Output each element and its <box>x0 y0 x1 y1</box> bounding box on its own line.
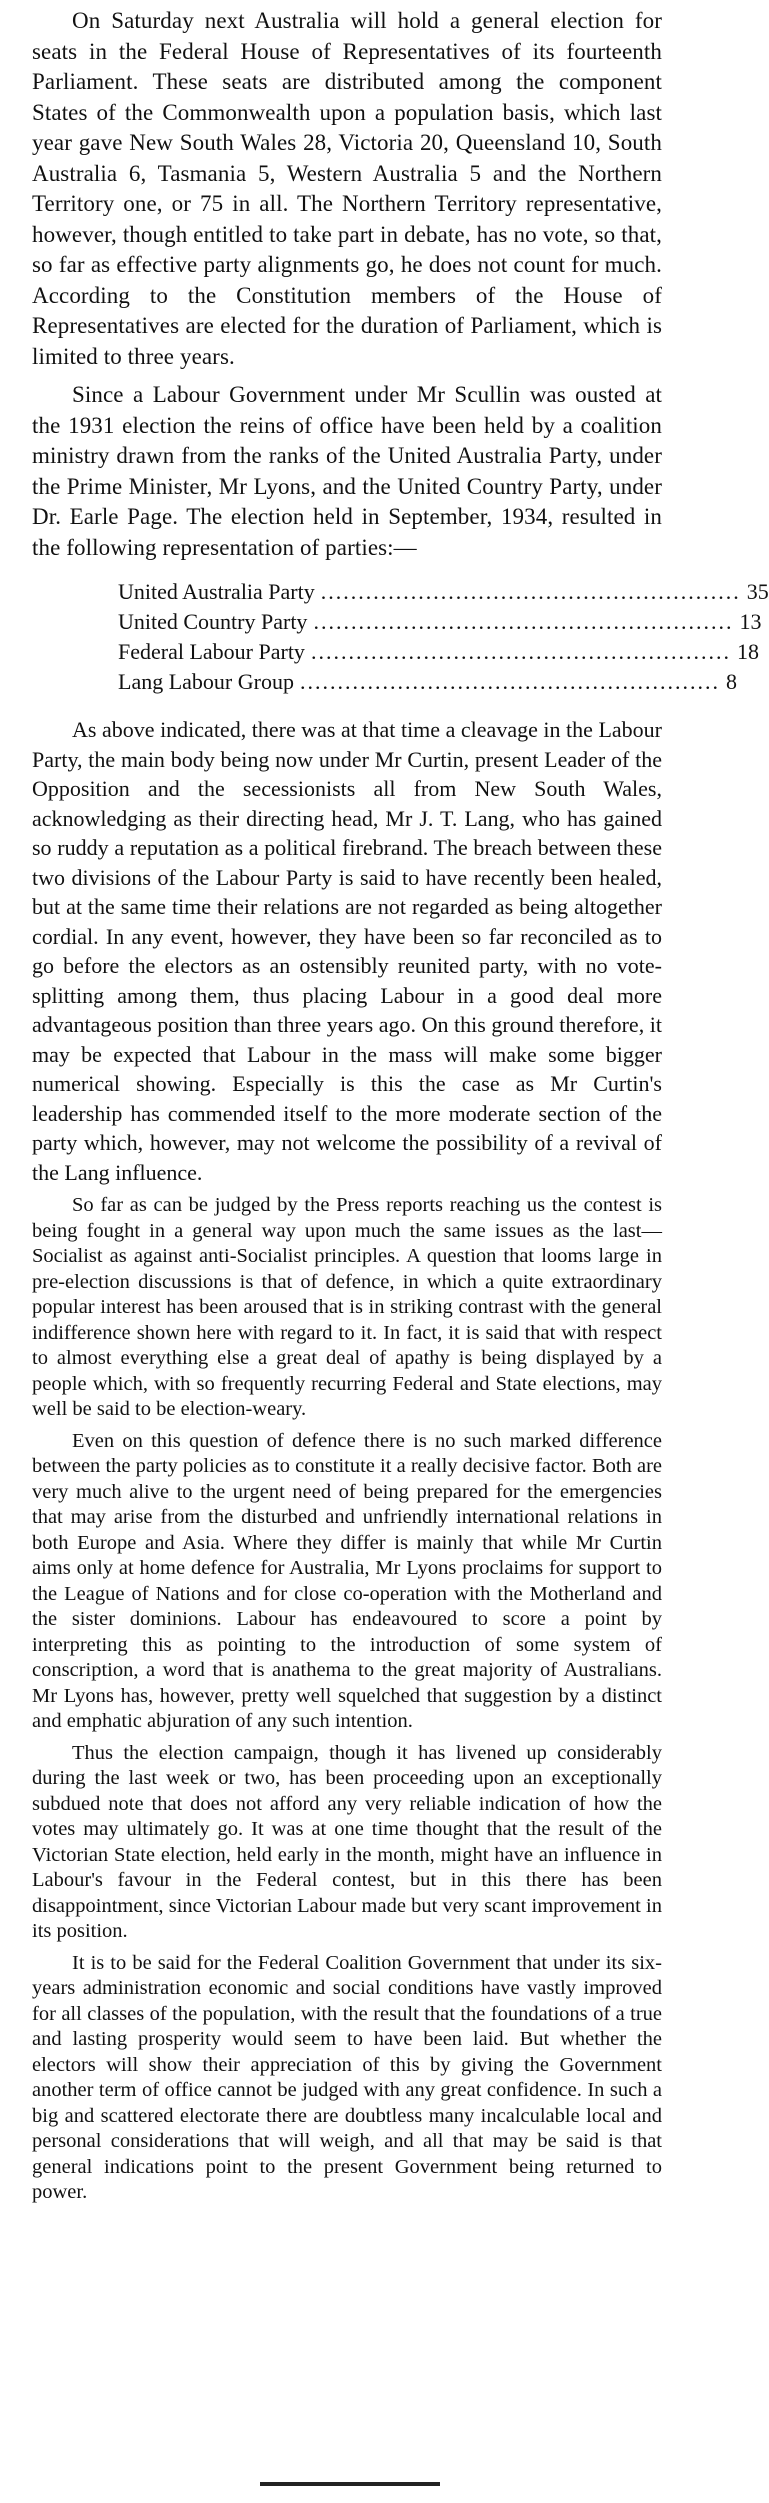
paragraph-6: Thus the election campaign, though it has livened up considerably during the last week or two, has been proceeding upon an exceptionally subdued note that does not afford any very reliable indication of how the votes may ultimately go. It was at one time thought that the result of the Victorian State election, held early in the month, might have an influence in Labour's favour in the Federal contest, but in this there has been disappointment, since Victorian Labour made but very scant improvement in its position. <box>32 1741 662 1942</box>
leader-dots: ........................................................ <box>320 579 741 604</box>
party-row <box>118 637 759 667</box>
leader-dots: ........................................................ <box>313 609 734 634</box>
leader-dots: ........................................................ <box>310 639 731 664</box>
party-seats: 8 <box>725 669 737 694</box>
article-column <box>32 6 769 2212</box>
party-seats: 13 <box>739 609 762 634</box>
party-name: United Australia Party <box>118 579 315 604</box>
paragraph-4: So far as can be judged by the Press reports reaching us the contest is being fought in a general way upon much the same issues as the last—Socialist as against anti-Socialist principles. A question that looms large in pre-election discussions is that of defence, in which a quite extraordinary popular interest has been aroused that is in striking contrast with the general indifference shown here with regard to it. In fact, it is said that with respect to almost everything else a great deal of apathy is being displayed by a people which, with so frequently recurring Federal and State elections, may well be said to be election-weary. <box>32 1194 662 1420</box>
paragraph-2: Since a Labour Government under Mr Scullin was ousted at the 1931 election the reins of office have been held by a coalition ministry drawn from the ranks of the United Australia Party, under the Prime Minister, Mr Lyons, and the United Country Party, under Dr. Earle Page. The election held in September, 1934, resulted in the following representation of parties:— <box>32 382 662 560</box>
party-row <box>118 577 769 607</box>
party-name: Federal Labour Party <box>118 639 305 664</box>
end-rule <box>260 2482 440 2486</box>
paragraph-3: As above indicated, there was at that time a cleavage in the Labour Party, the main body being now under Mr Curtin, present Leader of the Opposition and the secessionists all from New South Wales, acknowledging as their directing head, Mr J. T. Lang, who has gained so ruddy a reputation as a political firebrand. The breach between these two divisions of the Labour Party is said to have recently been healed, but at the same time their relations are not regarded as being altogether cordial. In any event, however, they have been so far reconciled as to go before the electors as an ostensibly reunited party, with no vote-splitting among them, thus placing Labour in a good deal more advantageous position than three years ago. On this ground therefore, it may be expected that Labour in the mass will make some bigger numerical showing. Especially is this the case as Mr Curtin's leadership has commended itself to the more moderate section of the party which, however, may not welcome the possibility of a revival of the Lang influence. <box>32 717 662 1185</box>
party-row <box>118 607 762 637</box>
party-name: United Country Party <box>118 609 308 634</box>
paragraph-7: It is to be said for the Federal Coalition Government that under its six-years administration economic and social conditions have vastly improved for all classes of the population, with the result that the foundations of a true and lasting prosperity would seem to have been laid. But whether the electors will show their appreciation of this by giving the Government another term of office cannot be judged with any great confidence. In such a big and scattered electorate there are doubtless many incalculable local and personal considerations that will weigh, and all that may be said is that general indications point to the present Government being returned to power. <box>32 1951 662 2203</box>
party-name: Lang Labour Group <box>118 669 294 694</box>
paragraph-1: On Saturday next Australia will hold a general election for seats in the Federal House of Representatives of its fourteenth Parliament. These seats are distributed among the component States of the Commonwealth upon a population basis, which last year gave New South Wales 28, Victoria 20, Queensland 10, South Australia 6, Tasmania 5, Western Australia 5 and the Northern Territory one, or 75 in all. The Northern Territory representative, however, though entitled to take part in debate, has no vote, so that, so far as effective party alignments go, he does not count for much. According to the Constitution members of the House of Representatives are elected for the duration of Parliament, which is limited to three years. <box>32 8 662 369</box>
leader-dots: ........................................................ <box>299 669 720 694</box>
party-representation-table <box>118 577 769 697</box>
party-seats: 35 <box>746 579 769 604</box>
paragraph-5: Even on this question of defence there is no such marked difference between the party policies as to constitute it a really decisive factor. Both are very much alive to the urgent need of being prepared for the emergencies that may arise from the disturbed and unfriendly international relations in both Europe and Asia. Where they differ is mainly that while Mr Curtin aims only at home defence for Australia, Mr Lyons proclaims for support to the League of Nations and for close co-operation with the Motherland and the sister dominions. Labour has endeavoured to score a point by interpreting this as pointing to the introduction of some system of conscription, a word that is anathema to the great majority of Australians. Mr Lyons has, however, pretty well squelched that suggestion by a distinct and emphatic abjuration of any such intention. <box>32 1429 662 1732</box>
party-seats: 18 <box>736 639 759 664</box>
party-row <box>118 667 737 697</box>
